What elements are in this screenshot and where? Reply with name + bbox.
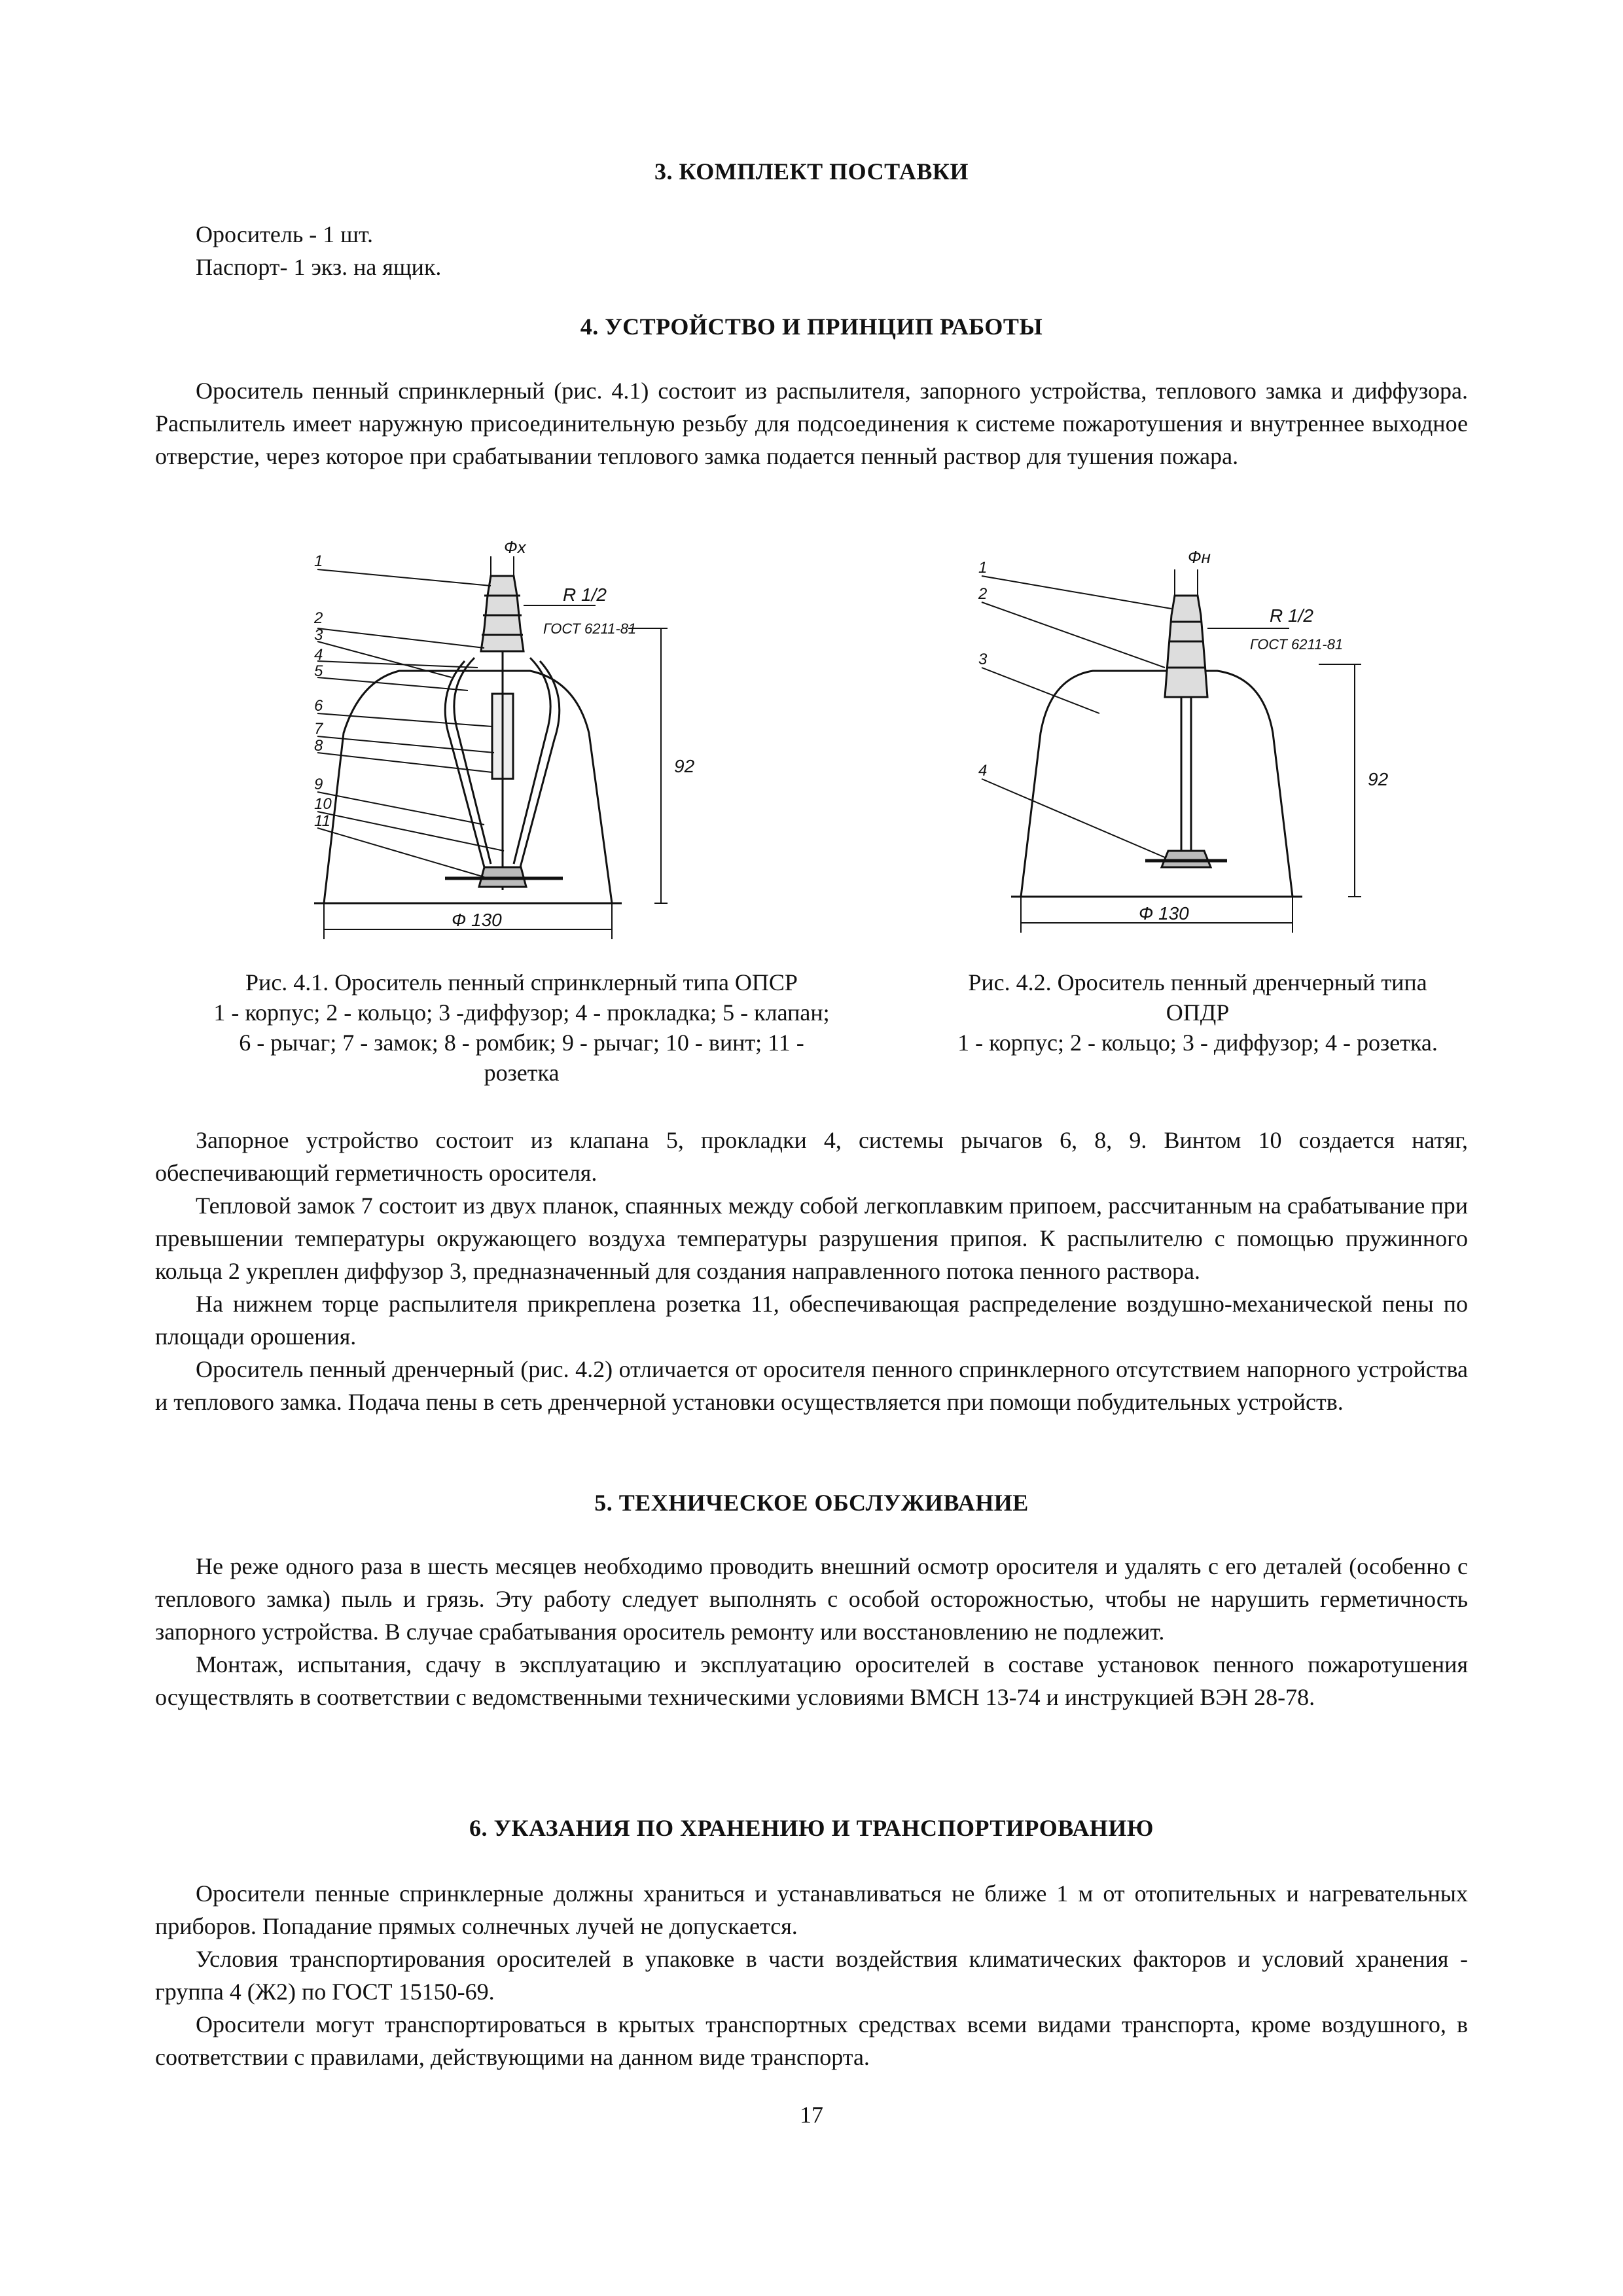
fig1-dim-height: 92 — [674, 756, 695, 776]
body-paragraph: Тепловой замок 7 состоит из двух планок, спаянных между собой легкоплавким припоем, рассчитанным на срабатывание при превышении температуры окружающего воздуха температуры разрушения припоя. К распылителю с помощью пружинного кольца 2 укреплен диффузор 3, предназначенный для создания направленного потока пенного раствора. — [155, 1193, 1468, 1284]
fig2-caption-line2: 1 - корпус; 2 - кольцо; 3 - диффузор; 4 - розетка. — [957, 1030, 1438, 1056]
fig1-dim-top: Фх — [504, 537, 526, 557]
fig1-callout: 9 — [314, 776, 323, 793]
section-5-heading: 5. ТЕХНИЧЕСКОЕ ОБСЛУЖИВАНИЕ — [594, 1490, 1029, 1516]
fig1-caption-title: Рис. 4.1. Ороситель пенный спринклерный типа ОПСР — [245, 969, 798, 996]
body-thread — [481, 576, 524, 651]
body-paragraph: Не реже одного раза в шесть месяцев необходимо проводить внешний осмотр оросителя и удалять с его деталей (особенно с теплового замка) пыль и грязь. Эту работу следует выполнять с особой осторожностью, чтобы не нарушить герметичность запорного устройства. В случае срабатывания ороситель ремонту или восстановлению не подлежит. — [155, 1553, 1468, 1645]
body-thread — [1165, 596, 1207, 697]
figure-4-1-caption — [155, 967, 888, 1088]
fig2-callout: 1 — [978, 559, 988, 577]
intro-paragraph: Ороситель пенный спринклерный (рис. 4.1) состоит из распылителя, запорного устройства, теплового замка и диффузора. Распылитель имеет наружную присоединительную резьбу для подсоединения к системе пожаротушения и внутреннее выходное отверстие, через которое при срабатывании теплового замка подается пенный раствор для тушения пожара. — [155, 378, 1468, 469]
body-paragraph: Ороситель пенный дренчерный (рис. 4.2) отличается от оросителя пенного спринклерного отсутствием напорного устройства и теплового замка. Подача пены в сеть дренчерной установки осуществляется при помощи побудительных устройств. — [155, 1356, 1468, 1415]
section-4-heading: 4. УСТРОЙСТВО И ПРИНЦИП РАБОТЫ — [580, 314, 1043, 340]
figure-4-1-drawing — [288, 537, 759, 962]
body-paragraph: Условия транспортирования оросителей в упаковке в части воздействия климатических факторов и условий хранения - группа 4 (Ж2) по ГОСТ 15150-69. — [155, 1946, 1468, 2005]
delivery-item-sprinkler: Ороситель - 1 шт. — [196, 221, 373, 247]
fig2-dim-width: Ф 130 — [1139, 903, 1189, 924]
delivery-item-passport: Паспорт- 1 экз. на ящик. — [196, 254, 442, 280]
fig1-callout: 8 — [314, 737, 323, 755]
fig1-thread-label: R 1/2 — [563, 584, 607, 605]
fig2-caption-line1: ОПДР — [1166, 999, 1230, 1026]
fig1-callout: 11 — [314, 812, 330, 830]
fig1-callout: 1 — [314, 552, 323, 570]
body-paragraph: Оросители могут транспортироваться в крытых транспортных средствах всеми видами транспорта, кроме воздушного, в соответствии с правилами, действующими на данном виде транспорта. — [155, 2011, 1468, 2070]
body-paragraph: Запорное устройство состоит из клапана 5, прокладки 4, системы рычагов 6, 8, 9. Винтом 10 создается натяг, обеспечивающий герметичность оросителя. — [155, 1127, 1468, 1186]
fig1-caption-line2: 6 - рычаг; 7 - замок; 8 - ромбик; 9 - рычаг; 10 - винт; 11 - — [239, 1030, 804, 1056]
section-5-body — [155, 1550, 1468, 1713]
diffuser-outline — [324, 671, 612, 903]
delivery-list — [155, 218, 1468, 283]
fig1-callout: 6 — [314, 697, 323, 715]
body-paragraph: На нижнем торце распылителя прикреплена розетка 11, обеспечивающая распределение воздушно-механической пены по площади орошения. — [155, 1291, 1468, 1350]
fig1-callout: 3 — [314, 626, 323, 644]
fig1-callout: 2 — [314, 609, 323, 627]
fig2-caption-title: Рис. 4.2. Ороситель пенный дренчерный типа — [968, 969, 1427, 996]
fig2-thread-label: R 1/2 — [1270, 605, 1313, 626]
body-paragraph: Монтаж, испытания, сдачу в эксплуатацию и эксплуатацию оросителей в составе установок пенного пожаротушения осуществлять в соответствии с ведомственными техническими условиями ВМСН 13-74 и инструкцией ВЭН 28-78. — [155, 1651, 1468, 1710]
section-3-heading: 3. КОМПЛЕКТ ПОСТАВКИ — [654, 158, 969, 185]
fig1-caption-line3: розетка — [484, 1060, 560, 1086]
fig2-dim-height: 92 — [1368, 769, 1389, 789]
fig2-callout: 3 — [978, 651, 988, 668]
section-4-body — [155, 1124, 1468, 1418]
fig1-caption-line1: 1 - корпус; 2 - кольцо; 3 -диффузор; 4 - прокладка; 5 - клапан; — [213, 999, 830, 1026]
diffuser-outline — [1021, 671, 1293, 897]
fig1-callout: 10 — [314, 795, 332, 813]
fig2-callout: 2 — [978, 585, 988, 603]
fig1-standard-label: ГОСТ 6211-81 — [543, 620, 637, 637]
body-paragraph: Оросители пенные спринклерные должны храниться и устанавливаться не ближе 1 м от отопительных и нагревательных приборов. Попадание прямых солнечных лучей не допускается. — [155, 1880, 1468, 1939]
fig2-dim-top: Фн — [1188, 547, 1211, 567]
fig1-callout: 7 — [314, 720, 323, 738]
section-4-intro — [155, 374, 1468, 473]
figure-4-2-caption — [903, 967, 1492, 1058]
fig1-callout: 5 — [314, 662, 323, 680]
figure-4-2-drawing — [962, 537, 1433, 942]
fig2-callout: 4 — [978, 762, 988, 780]
fig1-dim-width: Ф 130 — [452, 910, 502, 930]
fig2-standard-label: ГОСТ 6211-81 — [1250, 636, 1344, 653]
fig1-callout: 4 — [314, 646, 323, 664]
section-6-body — [155, 1877, 1468, 2073]
section-6-heading: 6. УКАЗАНИЯ ПО ХРАНЕНИЮ И ТРАНСПОРТИРОВАНИЮ — [469, 1815, 1154, 1841]
page-number: 17 — [800, 2102, 823, 2128]
